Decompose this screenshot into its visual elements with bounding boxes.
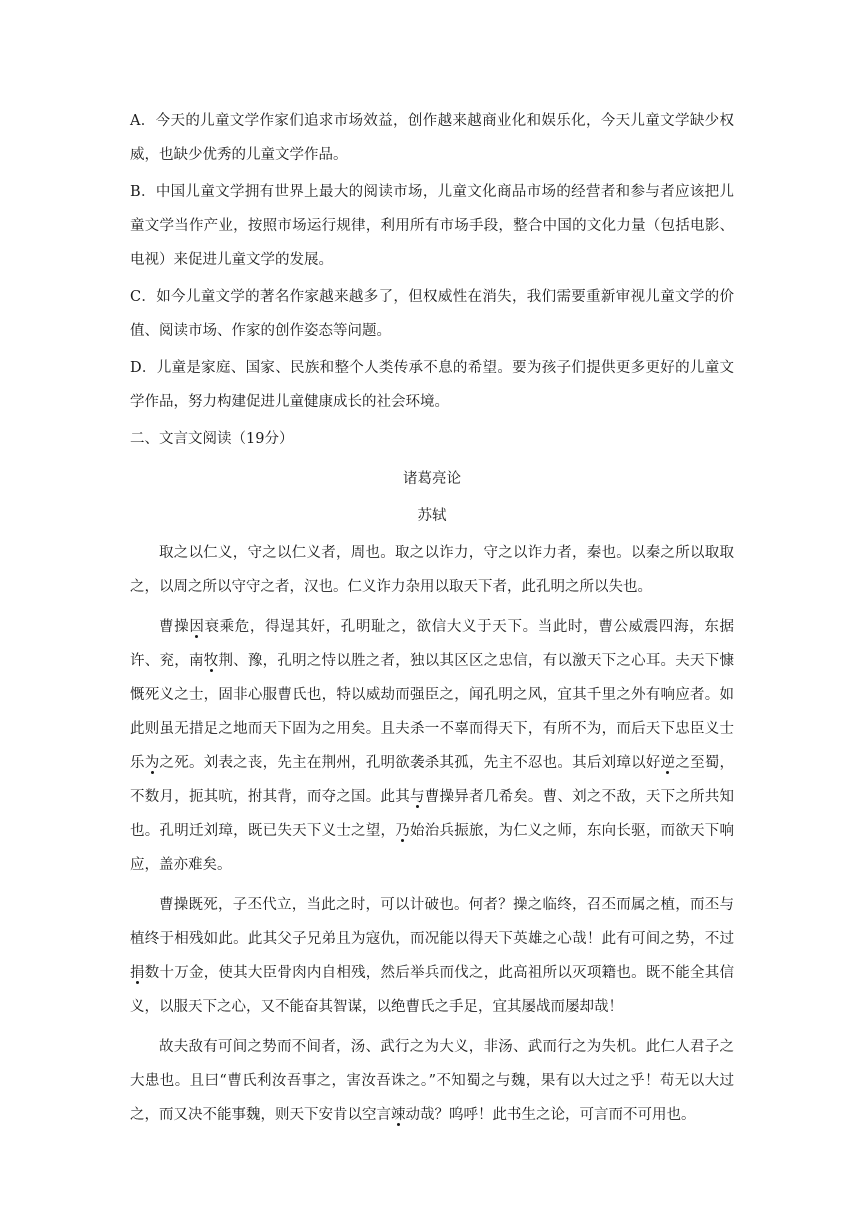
text-run: 始治兵振旅，为仁义之师，东向长驱，而欲天下响应，盖亦难矣。 [130,823,735,873]
dotted-character: 因 [189,619,205,635]
essay-title: 诸葛亮论 [403,471,461,487]
dotted-character: 为 [144,755,160,771]
essay-paragraph-1: 取之以仁义，守之以仁义者，周也。取之以诈力，守之以诈力者，秦也。以秦之所以取取之，以周之所以守守之者，汉也。仁义诈力杂用以取天下者，此孔明之所以失也。 [130,545,734,595]
text-run: 动哉？呜呼！此书生之论，可言而不可用也。 [405,1107,696,1123]
dotted-character: 与 [410,789,425,805]
dotted-character: 逆 [660,755,676,771]
text-run: 之死。刘表之丧，先主在荆州，孔明欲袭杀其孤，先主不忍也。其后刘璋以好 [159,755,661,771]
section-heading: 二、文言文阅读（19分） [130,431,294,447]
option-b: B．中国儿童文学拥有世界上最大的阅读市场，儿童文化商品市场的经营者和参与者应该把儿童文学当作产业，按照市场运行规律，利用所有市场手段，整合中国的文化力量（包括电影、电视）来促进儿童文学的发展。 [130,184,734,268]
essay-paragraph-4 [130,1030,734,1132]
option-d: D．儿童是家庭、国家、民族和整个人类传承不息的希望。要为孩子们提供更多更好的儿童文学作品，努力构建促进儿童健康成长的社会环境。 [130,360,734,410]
document-page [130,0,734,1132]
essay-paragraph-2 [130,610,734,882]
text-run: 曹操 [159,619,190,635]
text-run: 曹操异者几希矣。曹、刘之不敌，天下之所共知也。孔明迁刘璋，既已失天下义士之望， [130,789,735,839]
essay-author: 苏轼 [417,508,447,524]
dotted-character: 乃 [395,823,411,839]
dotted-character: 捐 [130,965,145,981]
text-run: 衰乘危，得逞其奸，孔明耻之，欲信大义于天下。当此时，曹公威震四海，东据许、兖，南 [130,619,735,669]
text-run: 故夫敌有可间之势而不间者，汤、武行之为大义，非汤、武而行之为失机。此仁人君子之大患也。且曰“曹氏利汝吾事之，害汝吾诛之。”不知蜀之与魏，果有以大过之乎！苟无以大过之，而又决不能事魏，则天下安肯以空言 [130,1039,734,1123]
text-run: 荆、豫，孔明之恃以胜之者，独以其区区之忠信，有以激天下之心耳。夫天下慷慨死义之士，固非心服曹氏也，特以威劫而强臣之，闻孔明之风，宜其千里之外有响应者。如此则虽无措足之地而天下固为之用矣。且夫杀一不辜而得天下，有所不为，而后天下忠臣义士乐 [130,653,735,771]
essay-paragraph-3 [130,888,734,1024]
option-a: A．今天的儿童文学作家们追求市场效益，创作越来越商业化和娱乐化，今天儿童文学缺少权威，也缺少优秀的儿童文学作品。 [130,113,734,163]
text-run: 之至蜀，不数月，扼其吭，拊其背，而夺之国。此其 [130,755,735,805]
option-c: C．如今儿童文学的著名作家越来越多了，但权威性在消失，我们需要重新审视儿童文学的价值、阅读市场、作家的创作姿态等问题。 [130,289,734,339]
text-run: 曹操既死，子丕代立，当此之时，可以计破也。何者？操之临终，召丕而属之植，而丕与植终于相残如此。此其父子兄弟且为寇仇，而况能以得天下英雄之心哉！此有可间之势，不过 [130,897,734,947]
text-run: 数十万金，使其大臣骨肉内自相残，然后举兵而伐之，此高祖所以灭项籍也。既不能全其信义，以服天下之心，又不能奋其智谋，以绝曹氏之手足，宜其屡战而屡却哉！ [130,965,735,1015]
dotted-character: 竦 [391,1107,406,1123]
dotted-character: 牧 [203,653,219,669]
